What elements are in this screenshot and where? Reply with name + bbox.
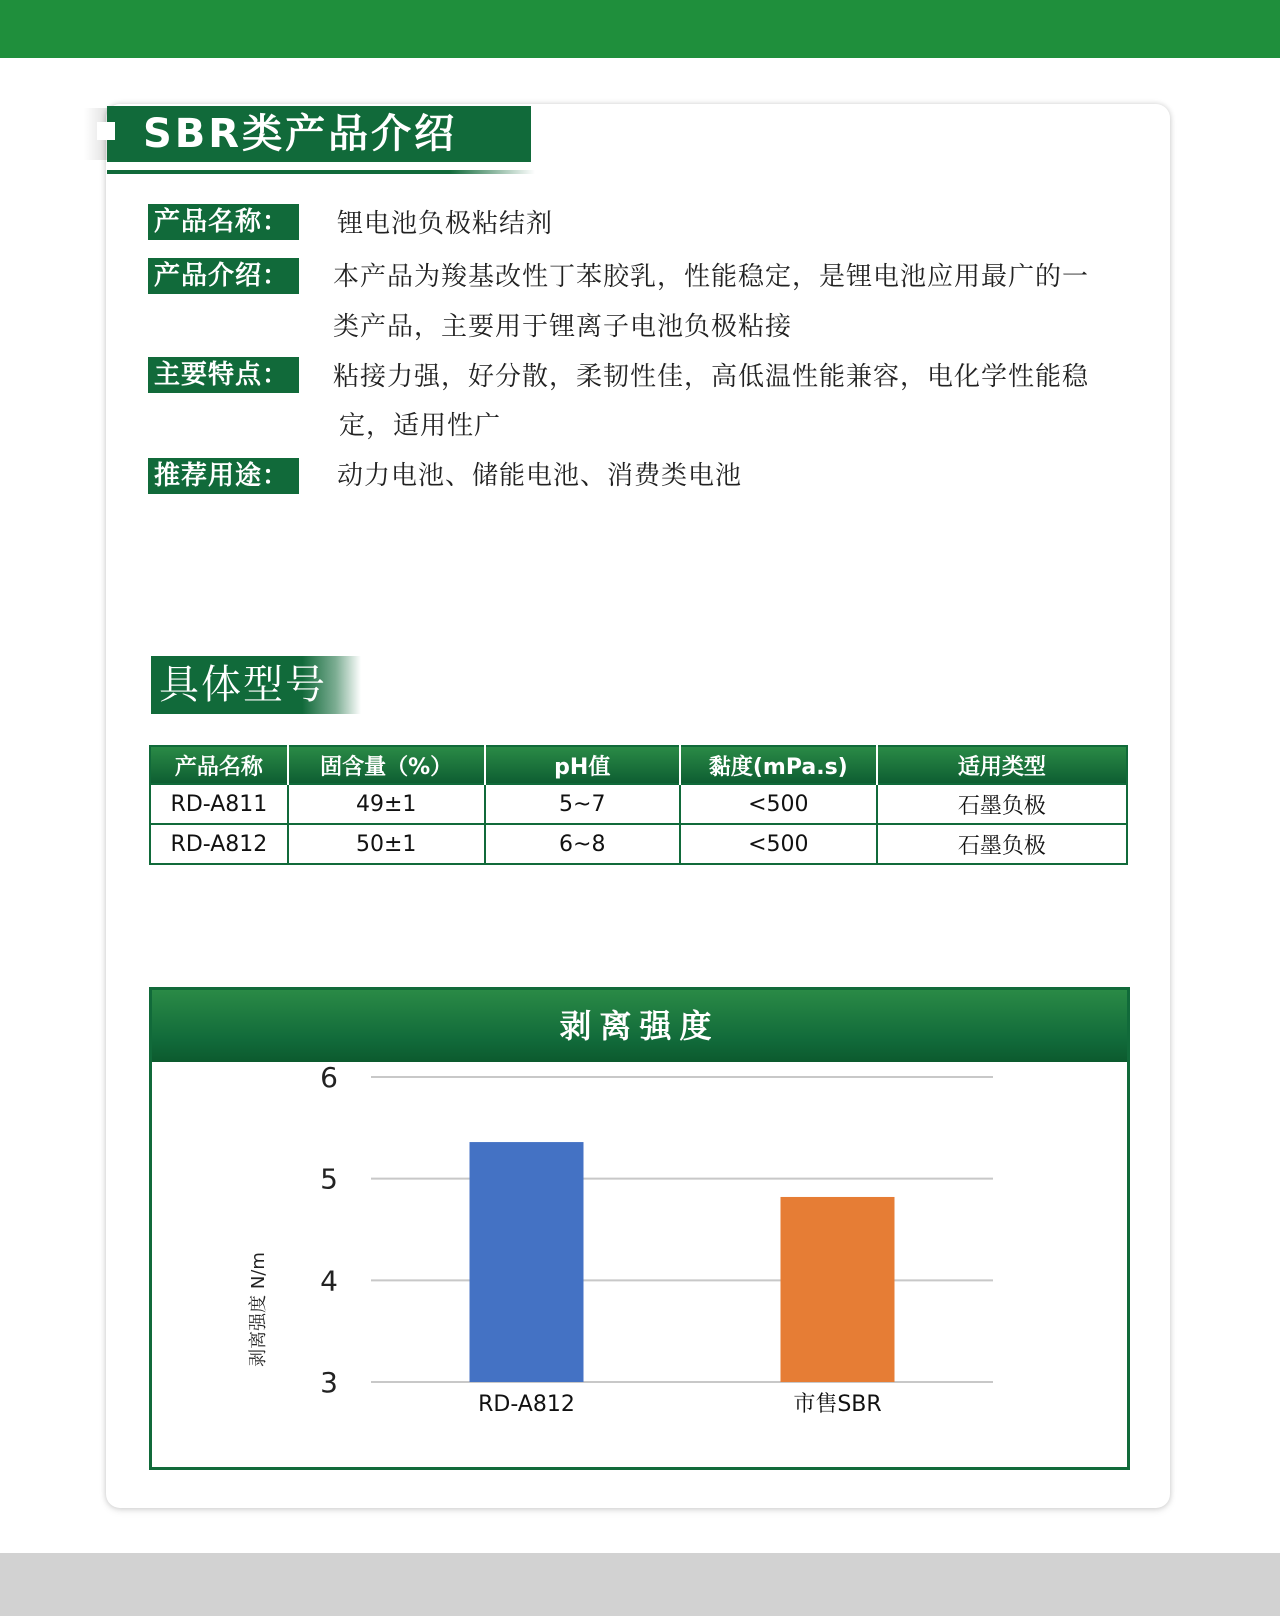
header-product-name: 产品名称 [150, 746, 288, 784]
header-application: 适用类型 [877, 746, 1127, 784]
cell-product-name: RD-A811 [150, 784, 288, 824]
y-tick-label: 4 [320, 1264, 338, 1298]
bar [470, 1142, 584, 1382]
value-main-features-line1: 粘接力强，好分散，柔韧性佳，高低温性能兼容，电化学性能稳 [333, 362, 1090, 392]
value-product-name: 锂电池负极粘结剂 [337, 209, 554, 239]
label-main-features: 主要特点： [148, 357, 299, 393]
bottom-color-bar [0, 1553, 1280, 1616]
cell-ph: 6~8 [485, 824, 680, 864]
cell-solid-content: 49±1 [288, 784, 485, 824]
y-axis-label: 剥离强度 N/m [248, 1252, 269, 1367]
header-viscosity: 黏度(mPa.s) [680, 746, 877, 784]
cell-application: 石墨负极 [877, 824, 1127, 864]
cell-product-name: RD-A812 [150, 824, 288, 864]
table-header-row [150, 746, 1127, 784]
label-product-name: 产品名称： [148, 204, 299, 240]
y-tick-label: 5 [320, 1162, 338, 1196]
cell-ph: 5~7 [485, 784, 680, 824]
value-recommended-use: 动力电池、储能电池、消费类电池 [337, 461, 743, 491]
header-solid-content: 固含量（%） [288, 746, 485, 784]
value-main-features-line2: 定，适用性广 [339, 411, 502, 441]
models-section-title: 具体型号 [151, 656, 361, 714]
label-recommended-use: 推荐用途： [148, 458, 299, 494]
y-tick-label: 6 [320, 1061, 338, 1094]
page-title: SBR类产品介绍 [143, 111, 458, 157]
chart-plot [152, 990, 1127, 1467]
header-ph: pH值 [485, 746, 680, 784]
cell-viscosity: <500 [680, 824, 877, 864]
cell-viscosity: <500 [680, 784, 877, 824]
title-square-marker [97, 122, 115, 140]
label-product-intro: 产品介绍： [148, 258, 299, 294]
y-tick-label: 3 [320, 1366, 338, 1399]
bar [781, 1197, 895, 1382]
chart-title: 剥离强度 [152, 990, 1127, 1062]
peel-strength-chart [149, 987, 1130, 1470]
table-row [150, 824, 1127, 864]
title-underline [107, 170, 535, 174]
value-product-intro-line2: 类产品，主要用于锂离子电池负极粘接 [333, 312, 793, 342]
spec-table [149, 745, 1128, 865]
table-row [150, 784, 1127, 824]
cell-application: 石墨负极 [877, 784, 1127, 824]
cell-solid-content: 50±1 [288, 824, 485, 864]
top-color-bar [0, 0, 1280, 58]
x-tick-label: 市售SBR [793, 1392, 882, 1417]
value-product-intro-line1: 本产品为羧基改性丁苯胶乳，性能稳定，是锂电池应用最广的一 [333, 262, 1090, 292]
x-tick-label: RD-A812 [478, 1392, 575, 1417]
